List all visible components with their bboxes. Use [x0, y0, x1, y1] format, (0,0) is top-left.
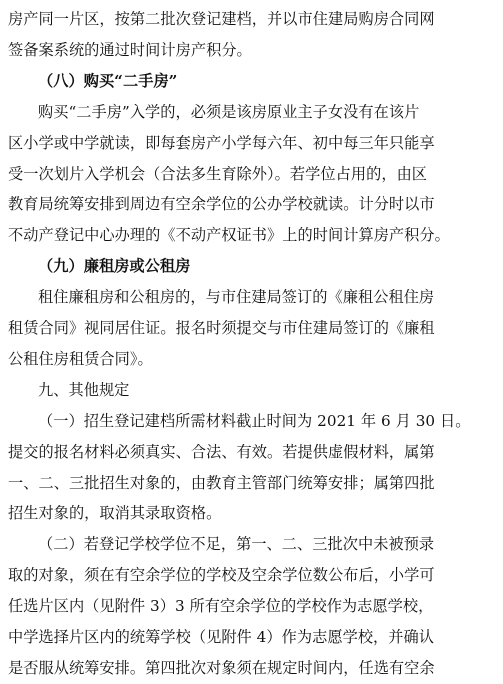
paragraph-line: 取的对象，须在有空余学位的学校及空余学位数公布后，小学可: [8, 566, 435, 585]
paragraph-line: （一）招生登记建档所需材料截止时间为 2021 年 6 月 30 日。: [38, 411, 471, 430]
paragraph-line: 租住廉租房和公租房的，与市住建局签订的《廉租公租住房: [38, 288, 435, 307]
paragraph-line: 教育局统筹安排到周边有空余学位的公办学校就读。计分时以市: [8, 195, 435, 214]
section-heading: （九）廉租房或公租房: [38, 257, 191, 276]
paragraph-line: 是否服从统筹安排。第四批次对象须在规定时间内，任选有空余: [8, 658, 435, 677]
paragraph-line: 招生对象的，取消其录取资格。: [8, 504, 222, 523]
paragraph-line: 购买“二手房”入学的，必须是该房原业主子女没有在该片: [38, 102, 420, 121]
paragraph-line: 受一次划片入学机会（合法多生育除外）。若学位占用的，由区: [8, 164, 428, 183]
section-heading: （八）购买“二手房”: [38, 71, 178, 90]
paragraph-line: 一、二、三批招生对象的，由教育主管部门统筹安排；属第四批: [8, 473, 435, 492]
paragraph-line: 任选片区内（见附件 3）3 所有空余学位的学校作为志愿学校，: [8, 597, 434, 616]
paragraph-line: 九、其他规定: [38, 380, 130, 399]
paragraph-line: 签备案系统的通过时间计房产积分。: [8, 40, 252, 59]
paragraph-line: 区小学或中学就读，即每套房产小学每六年、初中每三年只能享: [8, 133, 435, 152]
paragraph-line: （二）若登记学校学位不足，第一、二、三批次中未被预录: [38, 535, 435, 554]
paragraph-line: 提交的报名材料必须真实、合法、有效。若提供虚假材料，属第: [8, 442, 435, 461]
paragraph-line: 不动产登记中心办理的《不动产权证书》上的时间计算房产积分。: [8, 226, 450, 245]
paragraph-line: 中学选择片区内的统筹学校（见附件 4）作为志愿学校，并确认: [8, 628, 435, 646]
paragraph-line: 房产同一片区，按第二批次登记建档，并以市住建局购房合同网: [8, 10, 435, 28]
paragraph-line: 租赁合同》视同居住证。报名时须提交与市住建局签订的《廉租: [8, 319, 435, 337]
paragraph-line: 公租住房租赁合同》。: [8, 349, 153, 368]
